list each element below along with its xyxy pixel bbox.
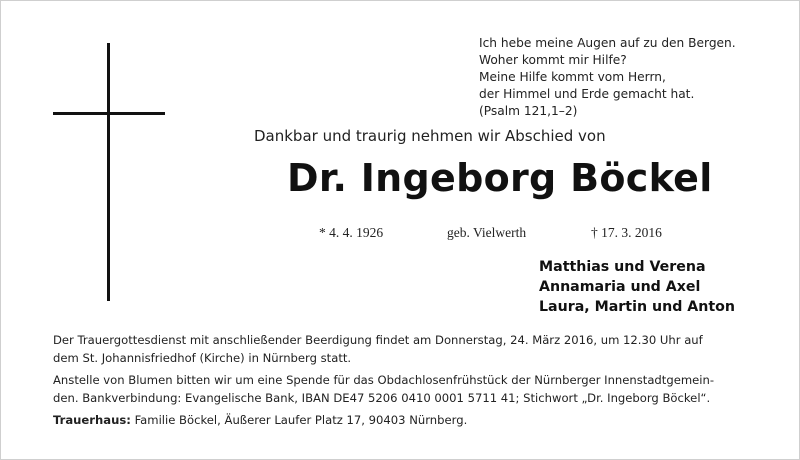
funeral-line: dem St. Johannisfriedhof (Kirche) in Nürnberg statt. [53,351,352,365]
psalm-line: Woher kommt mir Hilfe? [479,53,627,67]
cross-horizontal-bar [53,112,165,115]
family-line: Laura, Martin und Anton [539,299,735,315]
psalm-reference: (Psalm 121,1–2) [479,104,578,118]
death-date: † 17. 3. 2016 [591,225,662,240]
family-signatures [539,257,735,317]
funeral-info [53,331,753,367]
donation-line: den. Bankverbindung: Evangelische Bank, IBAN DE47 5206 0410 0001 5711 41; Stichwort „Dr. Ingeborg Böckel“. [53,391,711,405]
farewell-intro: Dankbar und traurig nehmen wir Abschied von [254,127,606,145]
psalm-quote [479,35,736,120]
deceased-name: Dr. Ingeborg Böckel [287,156,713,200]
birth-date: * 4. 4. 1926 [319,225,384,240]
cross-vertical-bar [107,43,110,301]
mourning-house-address: Familie Böckel, Äußerer Laufer Platz 17, 90403 Nürnberg. [134,413,468,427]
family-line: Annamaria und Axel [539,279,701,295]
funeral-line: Der Trauergottesdienst mit anschließender Beerdigung findet am Donnerstag, 24. März 2016, um 12.30 Uhr auf [53,333,703,347]
mourning-house-label: Trauerhaus: [53,413,131,427]
psalm-line: Ich hebe meine Augen auf zu den Bergen. [479,36,736,50]
family-line: Matthias und Verena [539,259,706,275]
donation-info [53,371,753,407]
mourning-house [53,411,753,429]
donation-line: Anstelle von Blumen bitten wir um eine Spende für das Obdachlosenfrühstück der Nürnberger Innenstadtgemein- [53,373,715,387]
maiden-name: geb. Vielwerth [447,225,527,240]
psalm-line: Meine Hilfe kommt vom Herrn, [479,70,666,84]
psalm-line: der Himmel und Erde gemacht hat. [479,87,695,101]
